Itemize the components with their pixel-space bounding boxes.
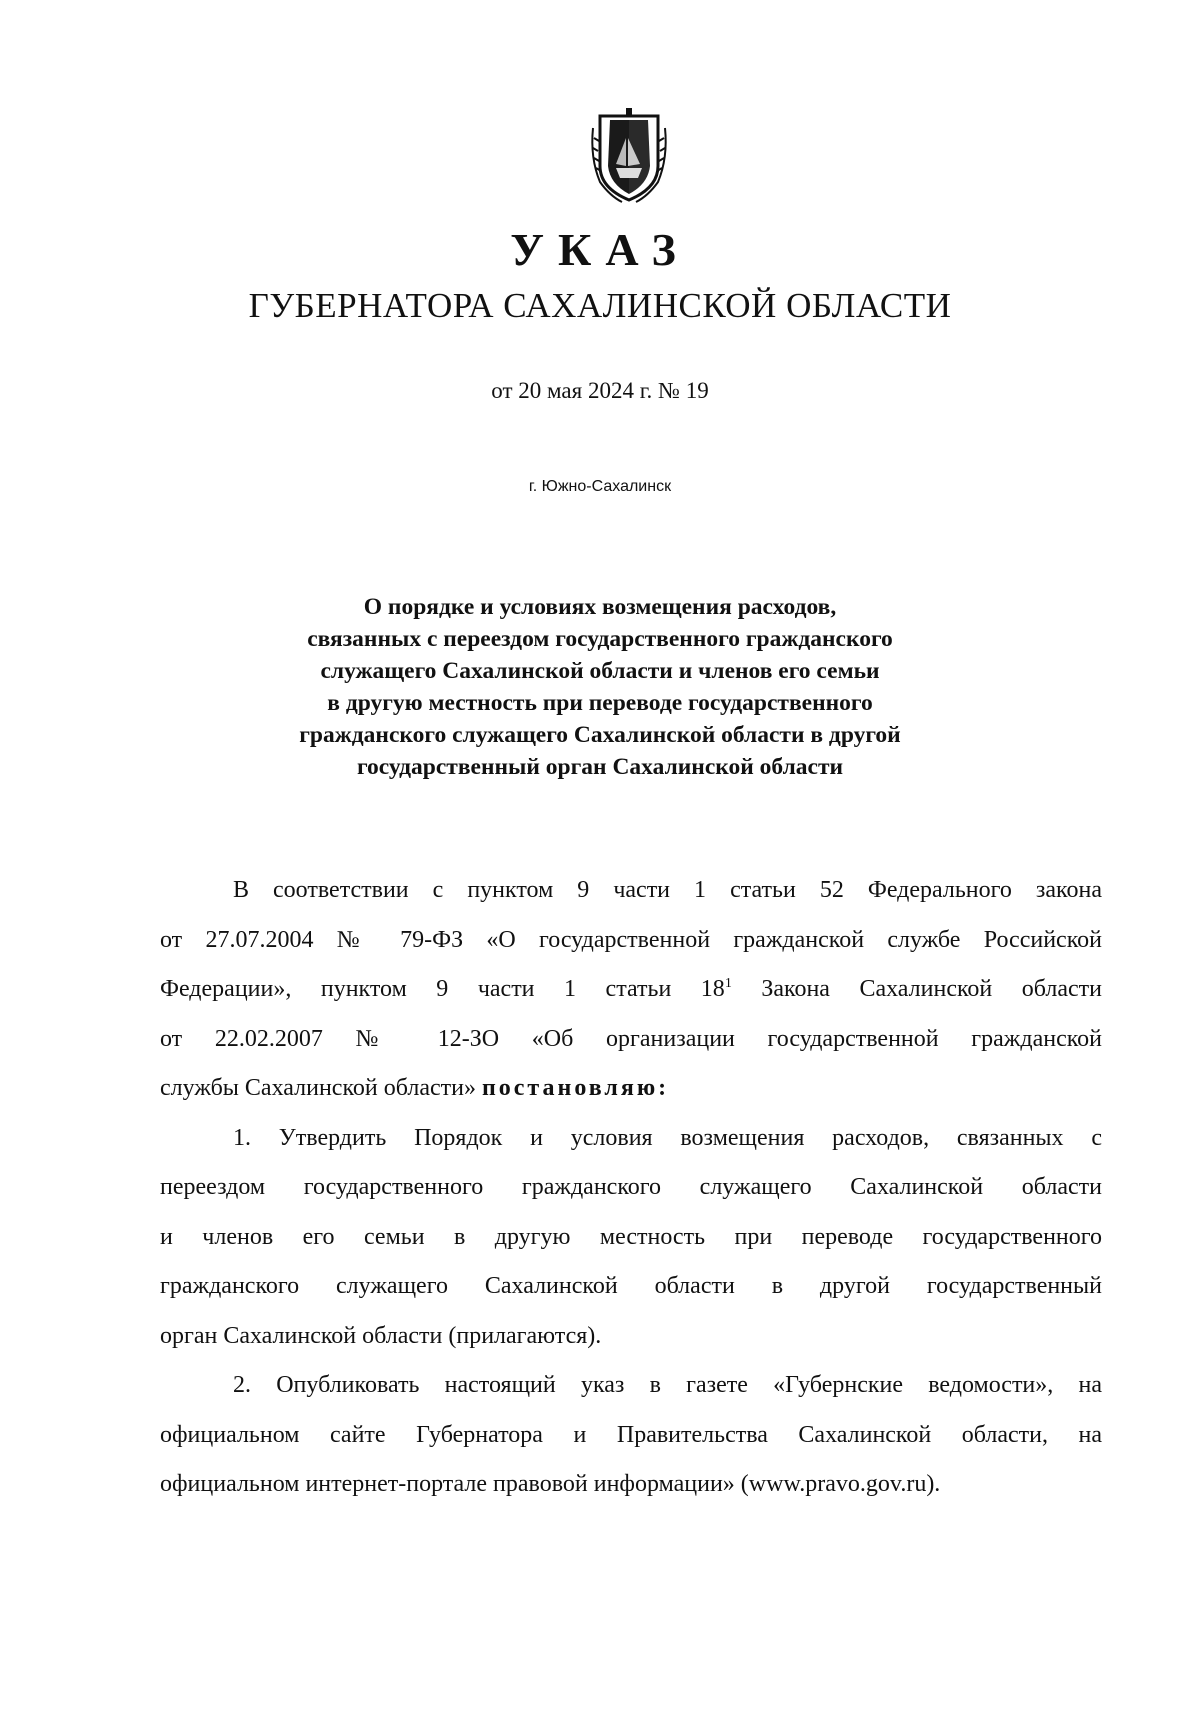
date-number-line: от 20 мая 2024 г. № 19 [491, 378, 709, 403]
body-line: переездом государственного гражданского служащего Сахалинской области [160, 1174, 1102, 1200]
heading-line: О порядке и условиях возмещения расходов, [363, 594, 837, 620]
body-line: от 22.02.2007 № 12-ЗО «Об организации государственной гражданской [160, 1025, 1102, 1052]
decree-body [160, 866, 1102, 1510]
article-superscript: 1 [724, 976, 732, 991]
coat-of-arms-emblem [588, 108, 670, 208]
resolution-keyword: постановляю: [481, 1075, 670, 1101]
body-line-text: Федерации», пунктом 9 части 1 статьи 18 [160, 976, 725, 1002]
heading-line: государственный орган Сахалинской области [356, 754, 844, 780]
preamble-paragraph [160, 866, 1102, 1114]
body-line: и членов его семьи в другую местность при переводе государственного [160, 1223, 1102, 1250]
document-title: УКАЗ [510, 224, 690, 275]
body-line: 1. Утвердить Порядок и условия возмещения расходов, связанных с [233, 1124, 1102, 1151]
heading-line: гражданского служащего Сахалинской области в другой [299, 722, 901, 748]
body-line: от 27.07.2004 № 79-ФЗ «О государственной гражданской службе Российской [160, 926, 1102, 953]
item-2-paragraph [160, 1361, 1102, 1510]
decree-heading [240, 591, 960, 783]
body-line: официальном интернет-портале правовой информации» (www.pravo.gov.ru). [160, 1471, 941, 1497]
body-line [160, 1064, 1102, 1114]
body-line: В соответствии с пунктом 9 части 1 статьи 52 Федерального закона [233, 877, 1102, 903]
city-line: г. Южно-Сахалинск [528, 478, 672, 495]
body-line: официальном сайте Губернатора и Правительства Сахалинской области, на [160, 1421, 1102, 1448]
issuer-subtitle: ГУБЕРНАТОРА САХАЛИНСКОЙ ОБЛАСТИ [248, 286, 952, 325]
body-line [160, 965, 1102, 1015]
body-line-text: службы Сахалинской области» [160, 1075, 482, 1101]
body-line: орган Сахалинской области (прилагаются). [160, 1322, 602, 1349]
item-1-paragraph [160, 1114, 1102, 1362]
body-line: 2. Опубликовать настоящий указ в газете «Губернские ведомости», на [233, 1372, 1102, 1398]
heading-line: служащего Сахалинской области и членов его семьи [320, 658, 880, 684]
body-line: гражданского служащего Сахалинской области в другой государственный [160, 1273, 1102, 1299]
heading-line: связанных с переездом государственного гражданского [307, 626, 893, 652]
body-line-text: Закона Сахалинской области [731, 976, 1102, 1002]
heading-line: в другую местность при переводе государственного [327, 690, 873, 716]
